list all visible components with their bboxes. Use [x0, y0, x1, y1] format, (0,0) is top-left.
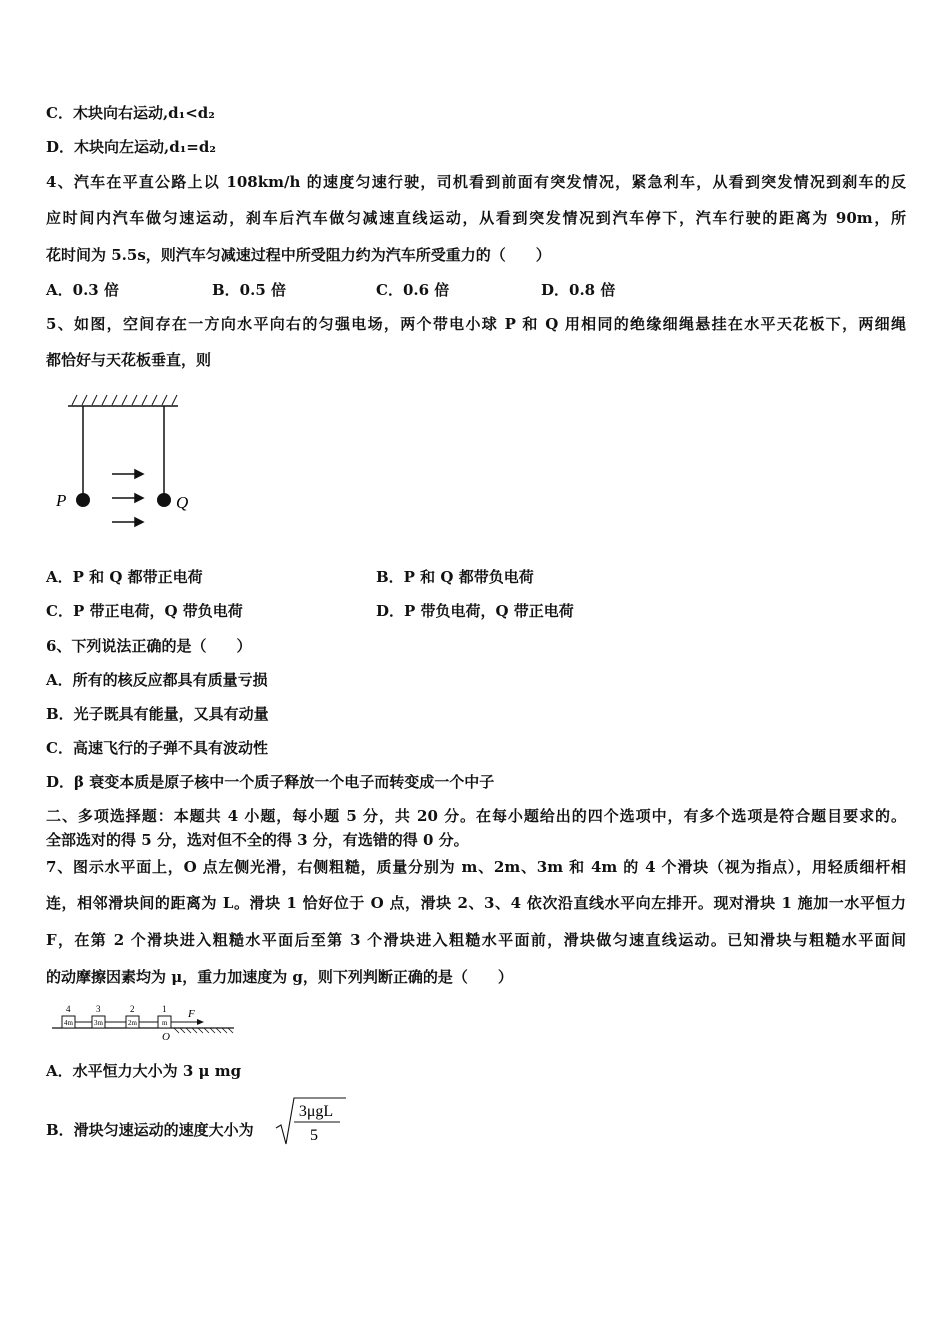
section2-heading-line1: 二、多项选择题：本题共 4 小题，每小题 5 分，共 20 分。在每小题给出的四个选项中，有多个选项是符合题目要求的。: [46, 807, 906, 825]
q4-option-b: B．0.5 倍: [212, 281, 286, 299]
q6-option-b: B．光子既具有能量，又具有动量: [46, 705, 269, 723]
q6-option-d: D．β 衰变本质是原子核中一个质子释放一个电子而转变成一个中子: [46, 773, 495, 791]
label-q: Q: [176, 493, 189, 512]
q7-stem-line3: F，在第 2 个滑块进入粗糙水平面后至第 3 个滑块进入粗糙水平面前，滑块做匀速直线运动。已知滑块与粗糙水平面间: [46, 931, 906, 949]
q5-option-a: A．P 和 Q 都带正电荷: [46, 568, 203, 586]
force-label: F: [188, 1008, 195, 1020]
ball-q: [157, 493, 171, 507]
block-4-number: 4: [66, 1004, 71, 1014]
rough-surface-hatch: [174, 1028, 233, 1033]
formula-denominator: 5: [310, 1127, 318, 1144]
force-arrowhead: [197, 1019, 204, 1025]
q7-option-b-prefix: B．滑块匀速运动的速度大小为: [46, 1121, 254, 1139]
q5-stem-line1: 5、如图，空间存在一方向水平向右的匀强电场，两个带电小球 P 和 Q 用相同的绝缘细绳悬挂在水平天花板下，两细绳: [46, 315, 906, 333]
q4-stem-line2: 应时间内汽车做匀速运动，刹车后汽车做匀减速直线运动，从看到突发情况到汽车停下，汽车行驶的距离为 90m，所: [46, 209, 906, 227]
option-c-prev: C．木块向右运动,d₁<d₂: [46, 104, 215, 122]
formula-numerator: 3μgL: [298, 1103, 334, 1120]
origin-label: O: [162, 1031, 170, 1043]
q4-option-d: D．0.8 倍: [541, 281, 616, 299]
section2-heading-line2: 全部选对的得 5 分，选对但不全的得 3 分，有选错的得 0 分。: [46, 831, 469, 849]
q7-figure: [48, 1000, 248, 1044]
ceiling-hatch: [72, 395, 177, 405]
block-3-mass: 3m: [94, 1019, 103, 1027]
block-4-mass: 4m: [64, 1019, 73, 1027]
ball-p: [76, 493, 90, 507]
block-2-number: 2: [130, 1004, 135, 1014]
q4-option-c: C．0.6 倍: [376, 281, 450, 299]
q6-option-c: C．高速飞行的子弹不具有波动性: [46, 739, 268, 757]
label-p: P: [56, 491, 67, 510]
block-1-number: 1: [162, 1004, 167, 1014]
q6-option-a: A．所有的核反应都具有质量亏损: [46, 671, 268, 689]
q5-option-d: D．P 带负电荷，Q 带正电荷: [376, 602, 574, 620]
q4-stem-line1: 4、汽车在平直公路上以 108km/h 的速度匀速行驶，司机看到前面有突发情况，紧急利车，从看到突发情况到刹车的反: [46, 173, 906, 191]
q7-stem-line1: 7、图示水平面上，O 点左侧光滑，右侧粗糙，质量分别为 m、2m、3m 和 4m 的 4 个滑块（视为指点），用轻质细杆相: [46, 858, 906, 876]
q4-stem-line3: 花时间为 5.5s，则汽车匀减速过程中所受阻力约为汽车所受重力的（ ）: [46, 246, 551, 264]
sqrt-formula: [272, 1094, 352, 1150]
q7-stem-line4: 的动摩擦因素均为 μ，重力加速度为 g，则下列判断正确的是（ ）: [46, 968, 513, 986]
q5-option-b: B．P 和 Q 都带负电荷: [376, 568, 534, 586]
q5-stem-line2: 都恰好与天花板垂直，则: [46, 351, 212, 369]
block-3-number: 3: [96, 1004, 101, 1014]
field-arrows: [112, 470, 143, 526]
q7-stem-line2: 连，相邻滑块间的距离为 L。滑块 1 恰好位于 O 点，滑块 2、3、4 依次沿直线水平向左排开。现对滑块 1 施加一水平恒力: [46, 894, 906, 912]
q5-option-c: C．P 带正电荷，Q 带负电荷: [46, 602, 243, 620]
option-d-prev: D．木块向左运动,d₁=d₂: [46, 138, 216, 156]
q6-stem: 6、下列说法正确的是（ ）: [46, 637, 252, 655]
block-1-mass: m: [162, 1019, 168, 1027]
q5-figure: [50, 390, 200, 535]
q4-option-a: A．0.3 倍: [46, 281, 119, 299]
q7-option-a: A．水平恒力大小为 3 μ mg: [46, 1062, 242, 1080]
block-2-mass: 2m: [128, 1019, 137, 1027]
